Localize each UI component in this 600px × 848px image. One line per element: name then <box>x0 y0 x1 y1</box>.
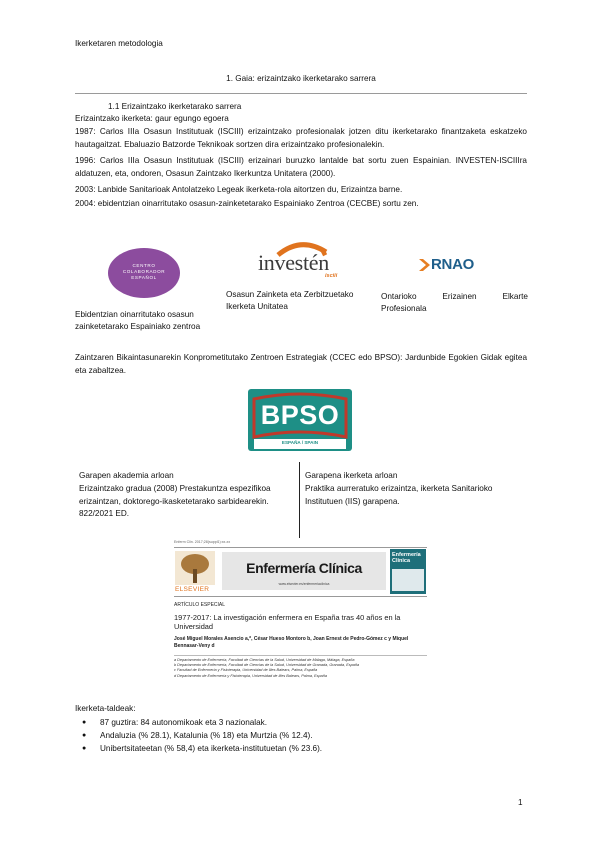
journal-banner <box>174 547 427 597</box>
article-authors: José Miguel Morales Asencio a,*, César Hueso Montoro b, Joan Ernest de Pedro-Gómez c y Miquel Bennasar-Veny d <box>174 636 409 649</box>
bpso-logo <box>248 389 352 451</box>
article-affiliation: c Facultad de Enfermería y Fisioterapia, Universidad de Illes Balears, Palma, España <box>174 668 318 673</box>
journal-article-image <box>172 540 429 696</box>
caption-investen: Osasun Zainketa eta Zerbitzuetako Ikerketa Unitatea <box>226 290 354 311</box>
paragraph-2004: 2004: ebidentzian oinarritutako osasun-zainketetarako Espainiako Zentroa (CECBE) sortu zen. <box>75 199 419 208</box>
paragraph-1987: 1987: Carlos IIIa Osasun Institutuak (ISCIII) erizaintzako profesionalak jotzen ditu ikerketarako finantzaketa eskatzeko hautagaitzat. Ebaluazio Batzorde Teknikoak sortzen dira erizaintzako profesionalekin. <box>75 127 527 149</box>
running-header: Ikerketaren metodologia <box>75 39 163 48</box>
centro-logo-line3: ESPAÑOL <box>131 275 157 280</box>
right-column-body: Praktika aurreratuko erizaintza, ikerketa Sanitarioko Institutuen (IIS) garapena. <box>305 484 493 506</box>
subsection-title: 1.1 Erizaintzako ikerketarako sarrera <box>108 102 242 111</box>
research-groups-heading: Ikerketa-taldeak: <box>75 704 136 713</box>
list-item: ● 87 guztira: 84 autonomikoak eta 3 nazionalak. <box>75 716 322 729</box>
left-column-body: Erizaintzako gradua (2008) Prestakuntza espezifikoa erizaintzan, doktorego-ikasketetarako sarbidearekin. 822/2021 ED. <box>79 484 271 519</box>
right-column-heading: Garapena ikerketa arloan <box>305 471 398 480</box>
elsevier-tree-icon <box>175 551 215 585</box>
article-type: ARTÍCULO ESPECIAL <box>174 602 226 608</box>
article-affiliation: d Departamento de Enfermería y Fisioterapia, Universidad de Illes Balears, Palma, España <box>174 673 328 678</box>
journal-cover-title: Enfermería Clínica <box>392 552 421 564</box>
bpso-paragraph: Zaintzaren Bikaintasunarekin Konprometitutako Zentroen Estrategiak (CCEC edo BPSO): Jardunbide Egokien Gidak egitea eta zabaltzea. <box>75 353 527 375</box>
investen-logo-name: investén <box>258 250 329 275</box>
page-number: 1 <box>518 798 523 807</box>
bpso-logo-name: BPSO <box>260 400 340 430</box>
list-item: ● Andaluzia (% 28.1), Katalunia (% 18) eta Murtzia (% 12.4). <box>75 729 322 742</box>
article-affiliation: b Departamento de Enfermería, Facultad de Ciencias de la Salud, Universidad de Granada, Granada, España <box>174 663 360 668</box>
left-column-heading: Garapen akademia arloan <box>79 471 174 480</box>
centro-colaborador-logo <box>108 248 180 298</box>
centro-logo-line1: CENTRO <box>132 263 156 268</box>
list-item: ● Unibertsitateetan (% 58,4) eta ikerketa-institutuetan (% 23.6). <box>75 742 322 755</box>
journal-publisher: ELSEVIER <box>175 586 210 593</box>
research-groups-list <box>75 716 322 755</box>
caption-rnao: Ontarioko Erizainen Elkarte Profesionala <box>381 292 528 313</box>
rnao-logo <box>419 255 489 275</box>
intro-line: Erizaintzako ikerketa: gaur egungo egoera <box>75 114 229 123</box>
section-title: 1. Gaia: erizaintzako ikerketarako sarrera <box>226 74 376 83</box>
paragraph-1996: 1996: Carlos IIIa Osasun Institutuak (ISCIII) erizainari buruzko lantalde bat sortu zuen Espainian. INVESTEN-ISCIIIra aldatuzen, eta, ondoren, Osasun Zaintzako Ikerkuntza Unitatera (2000). <box>75 156 527 178</box>
caption-centro: Ebidentzian oinarritutako osasun zainketetarako Espainiako zentroa <box>75 310 201 331</box>
column-divider <box>299 462 300 538</box>
rnao-chevron-icon <box>419 259 431 271</box>
investen-logo-sub: isciii <box>325 273 338 279</box>
article-title: 1977-2017: La investigación enfermera en España tras 40 años en la Universidad <box>174 613 401 631</box>
article-affiliation: a Departamento de Enfermería, Facultad de Ciencias de la Salud, Universidad de Málaga, Málaga, España <box>174 658 355 662</box>
investen-logo <box>256 240 346 282</box>
paragraph-2003: 2003: Lanbide Sanitarioak Antolatzeko Legeak ikerketa-rola aitortzen du, Erizaintza barne. <box>75 185 403 194</box>
journal-cover <box>390 549 426 594</box>
centro-logo-line2: COLABORADOR <box>122 269 166 274</box>
section-rule <box>75 93 527 94</box>
journal-small-ref: Enferm Clin. 2017;28(suppl1):xx-xx <box>174 540 231 544</box>
journal-title: Enfermería Clínica <box>246 560 362 576</box>
journal-url: www.elsevier.es/enfermeriaclinica <box>278 582 330 586</box>
rnao-logo-name: RNAO <box>431 256 474 273</box>
bpso-logo-sub: ESPAÑA / SPAIN <box>281 440 319 445</box>
